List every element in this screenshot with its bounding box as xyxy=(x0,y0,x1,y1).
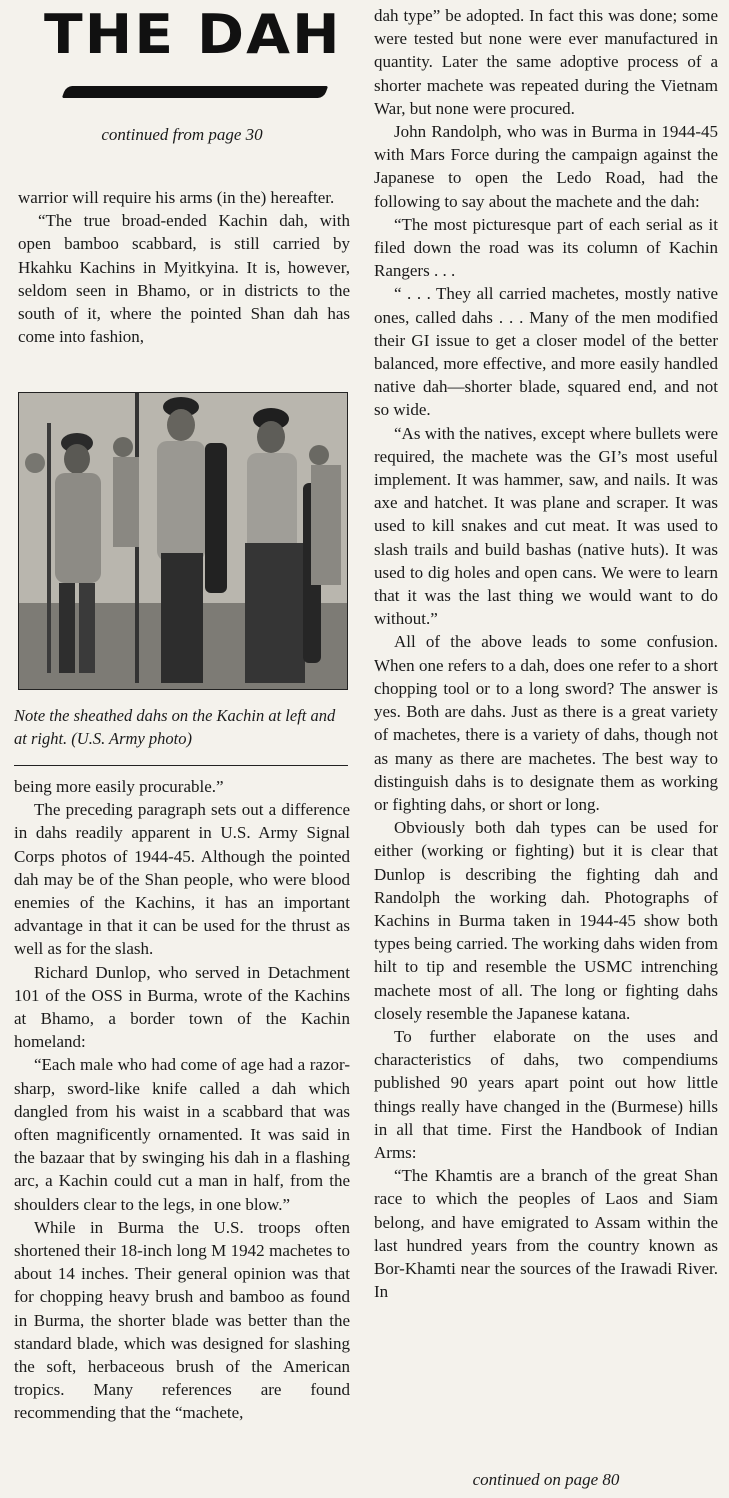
right-text xyxy=(374,4,718,1303)
paragraph: Obviously both dah types can be used for either (working or fighting) but it is clear that Dunlop is describing the fighting dah and Randolph the working dah. Photographs of Kachins in Burma taken in 1944-45 show both types being carried. The working dahs widen from hilt to tip and resemble the USMC intrenching machete most of all. The long or fighting dahs closely resemble the Japanese katana. xyxy=(374,818,718,1023)
paragraph: warrior will require his arms (in the) hereafter. xyxy=(18,188,335,207)
paragraph: All of the above leads to some confusion. When one refers to a dah, does one refer to a short chopping tool or to a long sword? The answer is yes. Both are dahs. Just as there is a great variety of machetes, there is a variety of dahs, though not as many as there are machetes. The best way to distinguish dahs is to designate them as working or fighting dahs, or short or long. xyxy=(374,632,718,814)
paragraph: John Randolph, who was in Burma in 1944-45 with Mars Force during the campaign against the Japanese to open the Ledo Road, had the following to say about the machete and the dah: xyxy=(374,122,718,211)
continued-from-note: continued from page 30 xyxy=(101,125,263,144)
paragraph: “Each male who had come of age had a razor-sharp, sword-like knife called a dah which dangled from his waist in a scabbard that was often magnificently ornamented. It was said in the bazaar that by swinging his dah in a flashing arc, a Kachin could cut a man in half, from the shoulders clear to the legs, in one blow.” xyxy=(14,1055,350,1214)
photo-caption: Note the sheathed dahs on the Kachin at left and at right. (U.S. Army photo) xyxy=(14,706,336,748)
paragraph: “The most picturesque part of each serial as it filed down the road was its column of Kachin Rangers . . . xyxy=(374,214,718,281)
article-title: THE DAH xyxy=(44,3,342,66)
caption-divider xyxy=(14,765,348,766)
paragraph: “As with the natives, except where bullets were required, the machete was the GI’s most useful implement. It was hammer, saw, and nails. It was axe and hatchet. It was plane and scraper. It was used to kill snakes and cut meat. It was used to slash trails and build bashas (native huts). It was used to dig holes and open cans. We were to learn that it was the last thing we would want to do without.” xyxy=(374,423,718,629)
paragraph: being more easily procurable.” xyxy=(14,777,224,796)
left-text-bottom xyxy=(14,775,350,1425)
paragraph: Richard Dunlop, who served in Detachment 101 of the OSS in Burma, wrote of the Kachins at Bhamo, a border town of the Kachin homeland: xyxy=(14,962,350,1052)
paragraph: While in Burma the U.S. troops often shortened their 18-inch long M 1942 machetes to about 14 inches. Their general opinion was that for chopping heavy brush and bamboo as found in Burma, the shorter blade was better than the standard blade, which was designed for slashing the soft, herbaceous brush of the American tropics. Many references are found recommending that the “machete, xyxy=(14,1217,350,1423)
paragraph: “The true broad-ended Kachin dah, with open bamboo scabbard, is still carried by Hkahku Kachins in Myitkyina. It is, however, seldom seen in Bhamo, or in districts to the south of it, where the pointed Shan dah has come into fashion, xyxy=(18,211,350,347)
paragraph: “ . . . They all carried machetes, mostly native ones, called dahs . . . Many of the men modified their GI issue to get a closer model of the better balanced, more effective, and more easily handled native dah—shorter blade, squared end, and not so wide. xyxy=(374,284,718,420)
paragraph: dah type” be adopted. In fact this was done; some were tested but none were ever manufactured in quantity. Later the same adoptive process of a shorter machete was repeated during the Vietnam War, but none were procured. xyxy=(374,6,718,118)
left-text-top xyxy=(18,186,350,348)
paragraph: “The Khamtis are a branch of the great Shan race to which the peoples of Laos and Siam belong, and have emigrated to Assam within the last hundred years from the country known as Bor-Khamti near the sources of the Irawadi River. In xyxy=(374,1166,718,1302)
paragraph: To further elaborate on the uses and characteristics of dahs, two compendiums published 90 years apart point out how little things really have changed in the (Burmese) hills in all that time. First the Handbook of Indian Arms: xyxy=(374,1026,718,1162)
title-brush-stroke xyxy=(62,86,328,98)
continued-on-note: continued on page 80 xyxy=(472,1470,620,1489)
kachin-rangers-photo xyxy=(18,392,348,690)
paragraph: The preceding paragraph sets out a difference in dahs readily apparent in U.S. Army Signal Corps photos of 1944-45. Although the pointed dah may be of the Shan people, who were blood enemies of the Kachins, it has an important advantage in that it can be used for the thrust as well as for the slash. xyxy=(14,800,350,959)
photo-illustration xyxy=(19,393,348,690)
